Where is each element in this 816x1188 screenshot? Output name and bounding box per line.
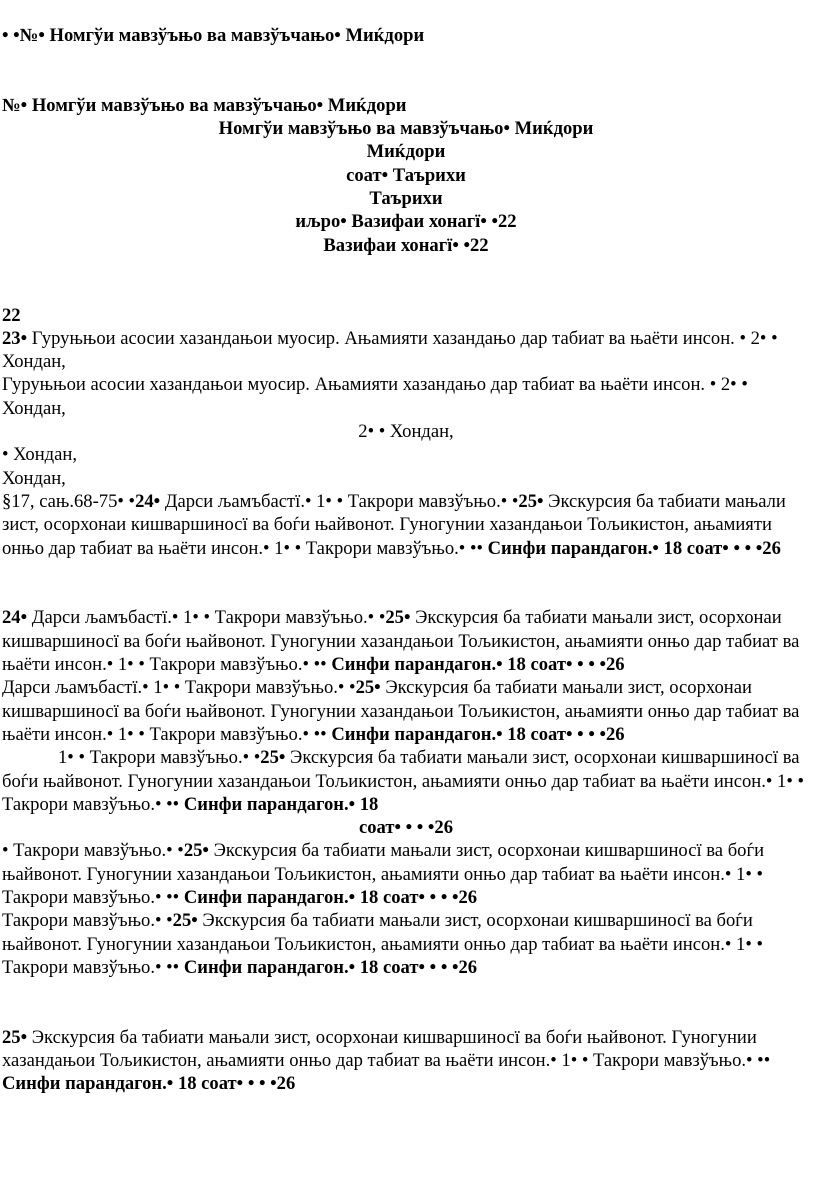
- center-line-3: [0, 164, 812, 187]
- spacer: [0, 583, 812, 606]
- paragraph-7: [0, 606, 812, 676]
- paragraph-text: Дарси љамъбастї.• 1• • Такрори мавзўъњо.• •: [160, 490, 519, 512]
- paragraph-text: Экскурсия ба табиати мањали зист, осорхонаи кишваршиносї ва боѓи њайвонот. Гуногунии хазандањои Тољикистон, ањамияти онњо дар табиат ва њаёти инсон.• 1• • Такрори мавзўъњо.• ••: [2, 1026, 771, 1072]
- paragraph-9-end: [0, 816, 812, 839]
- spacer: [0, 280, 812, 303]
- paragraph-text: Экскурсия ба табиати мањали зист, осорхонаи кишваршиносї ва боѓи њайвонот. Гуногунии хазандањои Тољикистон, ањамияти онњо дар табиат ва њаёти инсон.• 1• • Такрори мавзўъњо.• ••: [2, 607, 800, 676]
- number-line: [0, 304, 812, 327]
- row-number: 25•: [2, 1026, 28, 1048]
- paragraph-text: Дарси љамъбастї.• 1• • Такрори мавзўъњо.• •: [2, 677, 356, 699]
- section-title: Синфи парандагон.• 18: [179, 793, 379, 815]
- row-number: 24•: [135, 490, 161, 512]
- center-line-6: [0, 234, 812, 257]
- paragraph-text: • Хондан,: [2, 444, 77, 466]
- row-number: 24•: [2, 607, 28, 629]
- paragraph-text: Экскурсия ба табиати мањали зист, осорхонаи кишваршиносї ва боѓи њайвонот. Гуногунии хазандањои Тољикистон, ањамияти онњо дар табиат ва њаёти инсон.• 1• • Такрори мавзўъњо.• ••: [2, 490, 786, 559]
- center-text: соат• Таърихи: [346, 164, 466, 186]
- row-number: 23•: [2, 327, 28, 349]
- paragraph-9: [0, 746, 812, 816]
- paragraph-8: [0, 676, 812, 746]
- heading-line-2: [0, 94, 812, 117]
- section-title: Синфи парандагон.• 18 соат• • • •26: [482, 537, 781, 559]
- paragraph-text: 1• • Такрори мавзўъњо.• •: [58, 747, 261, 769]
- paragraph-text: Дарси љамъбастї.• 1• • Такрори мавзўъњо.• •: [27, 607, 386, 629]
- center-line-1: [0, 117, 812, 140]
- row-number: 25•: [385, 607, 411, 629]
- paragraph-text: Экскурсия ба табиати мањали зист, осорхонаи кишваршиносї ва боѓи њайвонот. Гуногунии хазандањои Тољикистон, ањамияти онњо дар табиат ва њаёти инсон.• 1• • Такрори мавзўъњо.• ••: [2, 910, 764, 978]
- paragraph-10: [0, 839, 812, 909]
- section-title: Синфи парандагон.• 18 соат• • • •26: [2, 1073, 296, 1095]
- spacer: [0, 560, 812, 583]
- spacer: [0, 47, 812, 70]
- center-text: Таърихи: [369, 188, 443, 210]
- paragraph-text: Такрори мавзўъњо.• •: [2, 910, 173, 932]
- paragraph-text: Хондан,: [2, 467, 66, 489]
- spacer: [0, 979, 812, 1002]
- paragraph-text: 2• • Хондан,: [358, 421, 454, 443]
- paragraph-text: Экскурсия ба табиати мањали зист, осорхонаи кишваршиносї ва боѓи њайвонот. Гуногунии хазандањои Тољикистон, ањамияти онњо дар табиат ва њаёти инсон.• 1• • Такрори мавзўъњо.• ••: [2, 747, 804, 815]
- paragraph-5: [0, 467, 812, 490]
- center-text: Номгўи мавзўъњо ва мавзўъчањо• Миќдори: [218, 118, 594, 140]
- spacer: [0, 1002, 812, 1025]
- row-number: 25•: [172, 910, 198, 932]
- row-number: 25•: [183, 840, 209, 862]
- section-title: Синфи парандагон.• 18 соат• • • •26: [179, 886, 478, 908]
- paragraph-text: • Такрори мавзўъњо.• •: [2, 840, 184, 862]
- spacer: [0, 257, 812, 280]
- paragraph-1: [0, 327, 812, 374]
- number-text: 22: [2, 304, 21, 326]
- paragraph-text: Гуруњњои асосии хазандањои муосир. Ањамияти хазандањо дар табиат ва њаёти инсон. • 2• • Хондан,: [2, 327, 778, 373]
- center-line-4: [0, 187, 812, 210]
- spacer: [0, 71, 812, 94]
- row-number: 25•: [518, 490, 544, 512]
- paragraph-text: Экскурсия ба табиати мањали зист, осорхонаи кишваршиносї ва боѓи њайвонот. Гуногунии хазандањои Тољикистон, ањамияти онњо дар табиат ва њаёти инсон.• 1• • Такрори мавзўъњо.• ••: [2, 840, 765, 908]
- heading-text: №• Номгўи мавзўъњо ва мавзўъчањо• Миќдори: [2, 94, 407, 116]
- row-number: 25•: [260, 747, 286, 769]
- heading-line-1: [0, 24, 812, 47]
- paragraph-text: Экскурсия ба табиати мањали зист, осорхонаи кишваршиносї ва боѓи њайвонот. Гуногунии хазандањои Тољикистон, ањамияти онњо дар табиат ва њаёти инсон.• 1• • Такрори мавзўъњо.• ••: [2, 677, 800, 745]
- paragraph-11: [0, 909, 812, 979]
- paragraph-3: [0, 420, 812, 443]
- center-line-5: [0, 210, 812, 233]
- section-title: соат• • • •26: [358, 817, 454, 839]
- paragraph-12: [0, 1026, 812, 1096]
- paragraph-text: §17, сањ.68-75• •: [2, 490, 136, 512]
- paragraph-text: Гуруњњои асосии хазандањои муосир. Ањамияти хазандањо дар табиат ва њаёти инсон. • 2• • Хондан,: [2, 374, 748, 419]
- center-text: Вазифаи хонагї• •22: [323, 234, 489, 256]
- section-title: Синфи парандагон.• 18 соат• • • •26: [326, 654, 625, 676]
- section-title: Синфи парандагон.• 18 соат• • • •26: [326, 723, 625, 745]
- center-text: Миќдори: [366, 141, 446, 163]
- paragraph-2: [0, 373, 812, 420]
- paragraph-4: [0, 443, 812, 466]
- center-line-2: [0, 140, 812, 163]
- paragraph-6: [0, 490, 812, 560]
- section-title: Синфи парандагон.• 18 соат• • • •26: [179, 956, 478, 978]
- center-text: иљро• Вазифаи хонагї• •22: [295, 211, 517, 233]
- heading-text: • •№• Номгўи мавзўъњо ва мавзўъчањо• Миќдори: [2, 25, 425, 46]
- row-number: 25•: [355, 677, 381, 699]
